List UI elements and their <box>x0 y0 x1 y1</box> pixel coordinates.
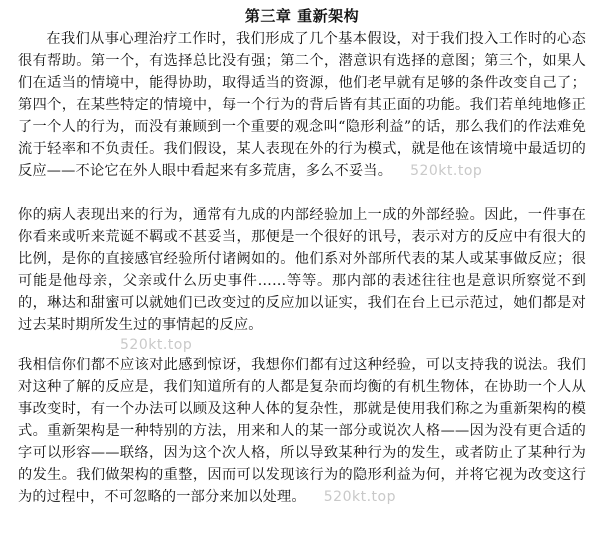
paragraph-gap <box>18 182 586 204</box>
paragraph-1-text: 在我们从事心理治疗工作时，我们形成了几个基本假设，对于我们投入工作时的心态很有帮助。第一个，有选择总比没有强；第二个，潜意识有选择的意图；第三个，如果人们在适当的情境中，能得协助，取得适当的资源，他们老早就有足够的条件改变自己了；第四个，在某些特定的情境中，每一个行为的背后皆有其正面的功能。我们若单纯地修正了一个人的行为，而没有兼顾到一个重要的观念叫“隐形利益”的话，那么我们的作法难免流于轻率和不负责任。我们假设，某人表现在外的行为模式，就是他在该情境中最适切的反应——不论它在外人眼中看起来有多荒唐，多么不妥当。 <box>18 31 586 179</box>
watermark-1: 520kt.top <box>410 163 483 179</box>
chapter-title: 第三章 重新架构 <box>244 7 360 25</box>
paragraph-3 <box>18 354 586 508</box>
watermark-3: 520kt.top <box>323 489 396 505</box>
paragraph-3-text: 我相信你们都不应该对此感到惊讶，我想你们都有过这种经验，可以支持我的说法。我们对这种了解的反应是，我们知道所有的人都是复杂而均衡的有机生物体，在协助一个人从事改变时，有一个办法可以顾及这种人体的复杂性，那就是使用我们称之为重新架构的模式。重新架构是一种特别的方法，用来和人的某一部分或说次人格——因为没有更合适的字可以形容——联络，因为这个次人格，所以导致某种行为的发生，或者防止了某种行为的发生。我们做架构的重整，因而可以发现该行为的隐形利益为何，并将它视为改变这行为的过程中，不可忽略的一部分来加以处理。 <box>18 357 586 505</box>
paragraph-2 <box>18 204 586 336</box>
paragraph-2-text: 你的病人表现出来的行为，通常有九成的内部经验加上一成的外部经验。因此，一件事在你看来或听来荒诞不羁或不甚妥当，那便是一个很好的讯号，表示对方的反应中有很大的比例，是你的直接感官经验所付诸阙如的。他们系对外部所代表的某人或某事做反应；很可能是他母亲，父亲或什么历史事件……等等。那内部的表述往往也是意识所察觉不到的，琳达和甜蜜可以就她们已改变过的反应加以证实，我们在台上已示范过，她们都是对过去某时期所发生过的事情起的反应。 <box>18 207 586 333</box>
paragraph-1 <box>18 28 586 182</box>
watermark-2: 520kt.top <box>120 337 193 353</box>
